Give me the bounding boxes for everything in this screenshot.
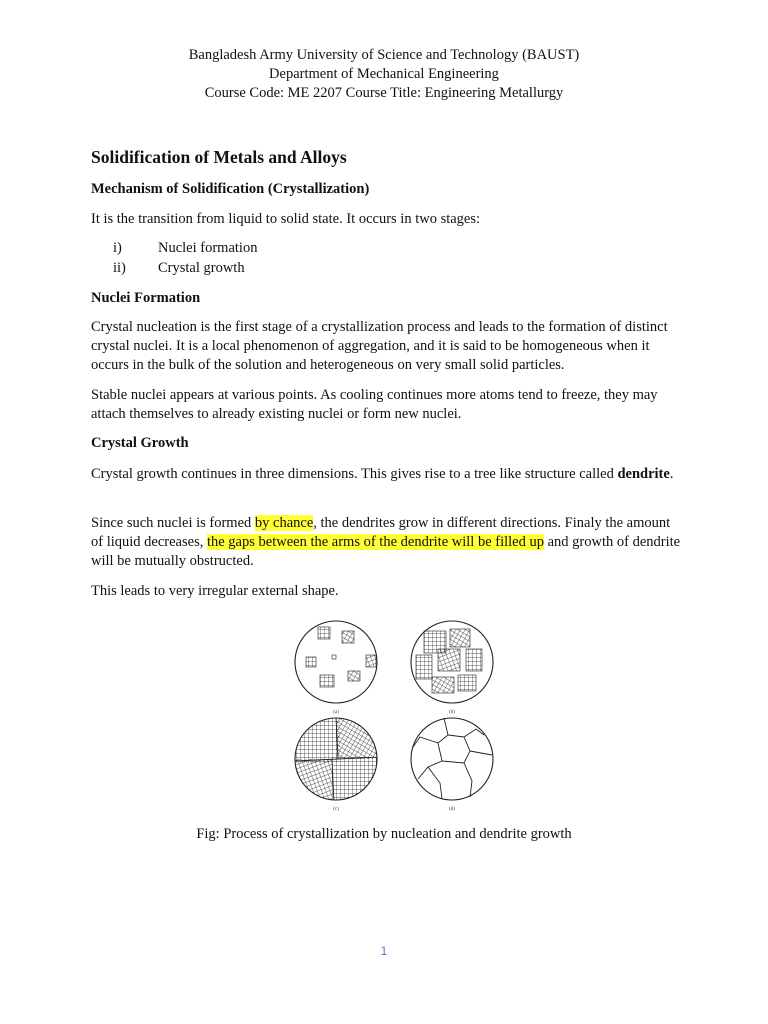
header-university: Bangladesh Army University of Science and Technology (BAUST) [188, 47, 580, 63]
figure-label: (d) [449, 807, 455, 812]
stage-number: ii) [113, 260, 126, 276]
header-department: Department of Mechanical Engineering [269, 66, 499, 82]
growth-text: , the dendrites grow in different directions. Finaly the amount of liquid decreases, [91, 515, 671, 550]
stage-d-diagram [411, 718, 493, 800]
nuclei-heading: Nuclei Formation [91, 290, 201, 306]
stage-text: Crystal growth [158, 260, 245, 276]
growth-text: Since such nuclei is formed [91, 515, 255, 531]
growth-paragraph [91, 514, 681, 571]
nuclei-paragraph: Crystal nucleation is the first stage of a crystallization process and leads to the formation of distinct crystal nuclei. It is a local phenomenon of aggregation, and it is said to be homogeneous when it occurs in the bulk of the solution and heterogeneous on very small solid particles. [91, 319, 668, 373]
growth-text: Crystal growth continues in three dimensions. This gives rise to a tree like structure called [91, 466, 614, 482]
document-title: Solidification of Metals and Alloys [91, 147, 347, 167]
stage-number: i) [113, 240, 122, 256]
nuclei-paragraph: Stable nuclei appears at various points. As cooling continues more atoms tend to freeze, they may attach themselves to already existing nuclei or form new nuclei. [91, 387, 658, 422]
mechanism-heading: Mechanism of Solidification (Crystallization) [91, 181, 370, 197]
growth-paragraph [91, 465, 681, 484]
stage-a-diagram [295, 621, 377, 703]
figure-label: (c) [333, 807, 339, 812]
crystallization-figure [292, 617, 502, 813]
figure-caption: Fig: Process of crystallization by nucleation and dendrite growth [196, 826, 572, 842]
stage-c-diagram [292, 717, 382, 803]
dendrite-term: dendrite [617, 466, 670, 482]
growth-text: . [669, 466, 674, 482]
header-course: Course Code: ME 2207 Course Title: Engineering Metallurgy [204, 85, 564, 101]
growth-text: and growth of dendrite will be mutually obstructed. [91, 534, 681, 569]
figure-label: (a) [333, 710, 339, 715]
growth-heading: Crystal Growth [91, 435, 189, 451]
mechanism-intro: It is the transition from liquid to solid state. It occurs in two stages: [91, 211, 481, 227]
page-number: 1 [380, 944, 388, 958]
stage-b-diagram [411, 621, 493, 703]
growth-paragraph: This leads to very irregular external shape. [91, 583, 339, 599]
stage-text: Nuclei formation [158, 240, 258, 256]
highlighted-text: the gaps between the arms of the dendrite will be filled up [206, 534, 544, 550]
figure-label: (b) [449, 710, 455, 715]
highlighted-text: by chance [254, 515, 314, 531]
